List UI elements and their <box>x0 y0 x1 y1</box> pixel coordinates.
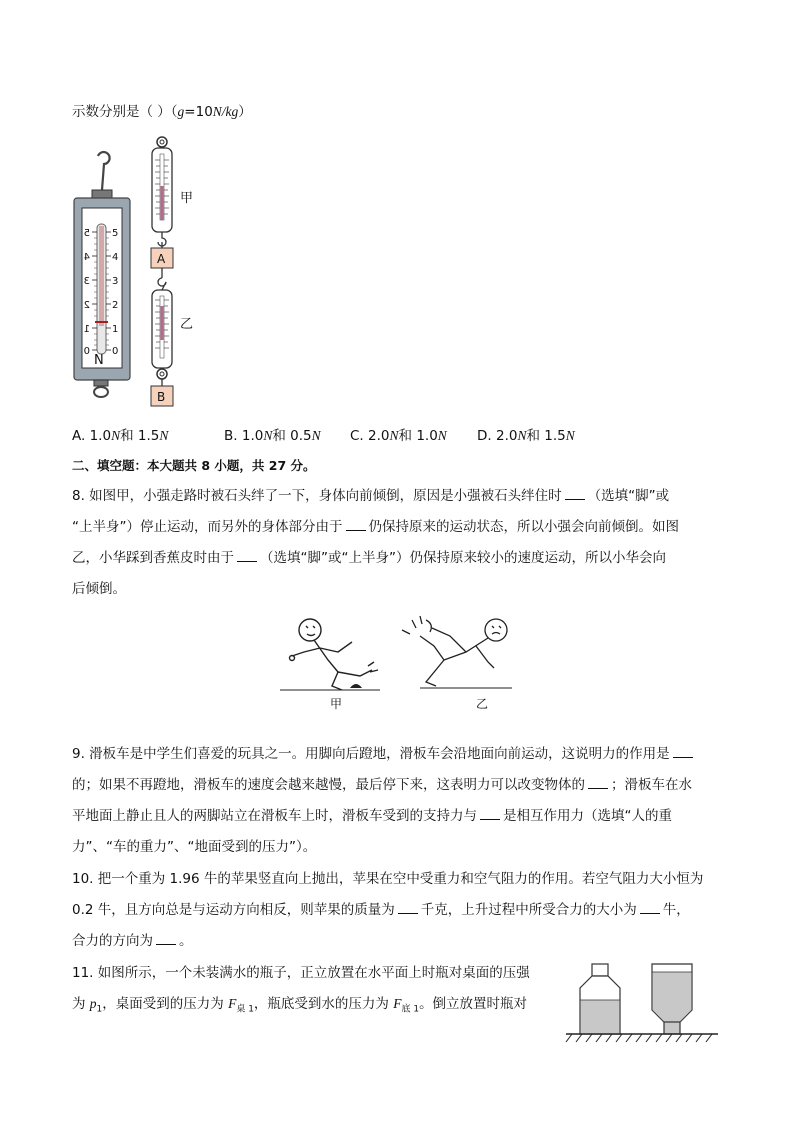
fig-label-yi: 乙 <box>476 697 489 711</box>
stone-icon <box>350 684 362 688</box>
q9-line-4: 力”、“车的重力”、“地面受到的压力”）。 <box>72 839 317 855</box>
tick-right-5: 5 <box>112 228 119 239</box>
tick-left-0: 0 <box>83 346 90 357</box>
tick-right-2: 2 <box>112 300 119 311</box>
g-unit: N/kg <box>212 104 239 119</box>
tick-right-0: 0 <box>112 346 119 357</box>
answer-blank[interactable] <box>673 745 693 758</box>
option-a[interactable]: A. 1.0N和 1.5N <box>72 428 169 444</box>
q9-line-1: 9. 滑板车是中学生们喜爱的玩具之一。用脚向后蹬地，滑板车会沿地面向前运动，这说明力的作用是 <box>72 744 696 764</box>
answer-blank[interactable] <box>346 518 366 531</box>
block-b-label: B <box>157 390 166 404</box>
tick-left-3: 3 <box>83 276 90 287</box>
q7-tail-line <box>72 102 252 122</box>
top-hook-icon <box>98 152 110 190</box>
q8-line-4: 后倾倒。 <box>72 581 126 597</box>
q9-line-2: 的；如果不再蹬地，滑板车的速度会越来越慢，最后停下来，这表明力可以改变物体的 ；滑板车在水 <box>72 777 692 793</box>
option-d[interactable]: D. 2.0N和 1.5N <box>477 428 575 444</box>
spring-balance-figure <box>66 150 136 400</box>
q8-line-2: “上半身”）停止运动，而另外的身体部分由于 仍保持原来的运动状态，所以小强会向前倾倒。如图 <box>72 519 679 535</box>
label-yi: 乙 <box>180 317 194 332</box>
unit-label: N <box>94 353 104 368</box>
q11-line-1: 11. 如图所示，一个未装满水的瓶子，正立放置在水平面上时瓶对桌面的压强 <box>72 965 530 981</box>
answer-blank[interactable] <box>588 776 608 789</box>
answer-blank[interactable] <box>480 807 500 820</box>
slipping-person <box>402 616 507 686</box>
tick-right-4: 4 <box>112 252 119 263</box>
section-heading: 二、填空题：本大题共 8 小题，共 27 分。 <box>72 458 316 473</box>
tick-right-3: 3 <box>112 276 119 287</box>
tick-left-1: 1 <box>83 324 90 335</box>
option-c[interactable]: C. 2.0N和 1.0N <box>350 428 447 444</box>
label-jia: 甲 <box>180 191 194 206</box>
q8-figure <box>280 602 520 714</box>
upright-bottle <box>580 964 620 1034</box>
g-var: g <box>177 104 185 119</box>
two-balance-figure <box>146 134 206 410</box>
q8-line-3: 乙，小华踩到香蕉皮时由于 （选填“脚”或“上半身”）仍保持原来较小的速度运动，所以小华会向 <box>72 550 666 566</box>
answer-blank[interactable] <box>237 549 257 562</box>
answer-blank[interactable] <box>565 487 585 500</box>
inverted-bottle <box>652 964 692 1034</box>
tick-left-4: 4 <box>83 252 90 263</box>
q8-line-1: 8. 如图甲，小强走路时被石头绊了一下，身体向前倾倒，原因是小强被石头绊住时 （选填“脚”或 <box>72 488 670 504</box>
q11-line-2: 为 $p_1$，桌面受到的压力为 $F_{桌 1}$，瓶底受到水的压力为 $F_{底 1}$。倒立放置时瓶对 <box>72 996 528 1015</box>
answer-blank[interactable] <box>156 932 176 945</box>
option-b[interactable]: B. 1.0N和 0.5N <box>224 428 321 444</box>
tripping-person <box>290 619 379 690</box>
q7-prefix: 示数分别是（ ）（ <box>72 104 178 120</box>
q10-line-2: 0.2 牛，且方向总是与运动方向相反，则苹果的质量为 千克，上升过程中所受合力的大小为 牛， <box>72 902 690 918</box>
bottom-ring-icon <box>94 387 108 397</box>
q10-line-3: 合力的方向为 。 <box>72 933 193 949</box>
fig-label-jia: 甲 <box>330 697 343 711</box>
q7-suffix: ） <box>238 104 252 120</box>
g-eq: =10 <box>184 104 213 120</box>
q10-line-1: 10. 把一个重为 1.96 牛的苹果竖直向上抛出，苹果在空中受重力和空气阻力的作用。若空气阻力大小恒为 <box>72 871 704 887</box>
bottles-figure <box>562 960 722 1046</box>
answer-blank[interactable] <box>640 901 660 914</box>
tick-left-2: 2 <box>83 300 90 311</box>
tick-left-5: 5 <box>83 228 90 239</box>
answer-blank[interactable] <box>398 901 418 914</box>
tick-right-1: 1 <box>112 324 119 335</box>
q9-line-3: 平地面上静止且人的两脚站立在滑板车上时，滑板车受到的支持力与 是相互作用力（选填“人的重 <box>72 808 672 824</box>
block-a-label: A <box>157 252 166 266</box>
